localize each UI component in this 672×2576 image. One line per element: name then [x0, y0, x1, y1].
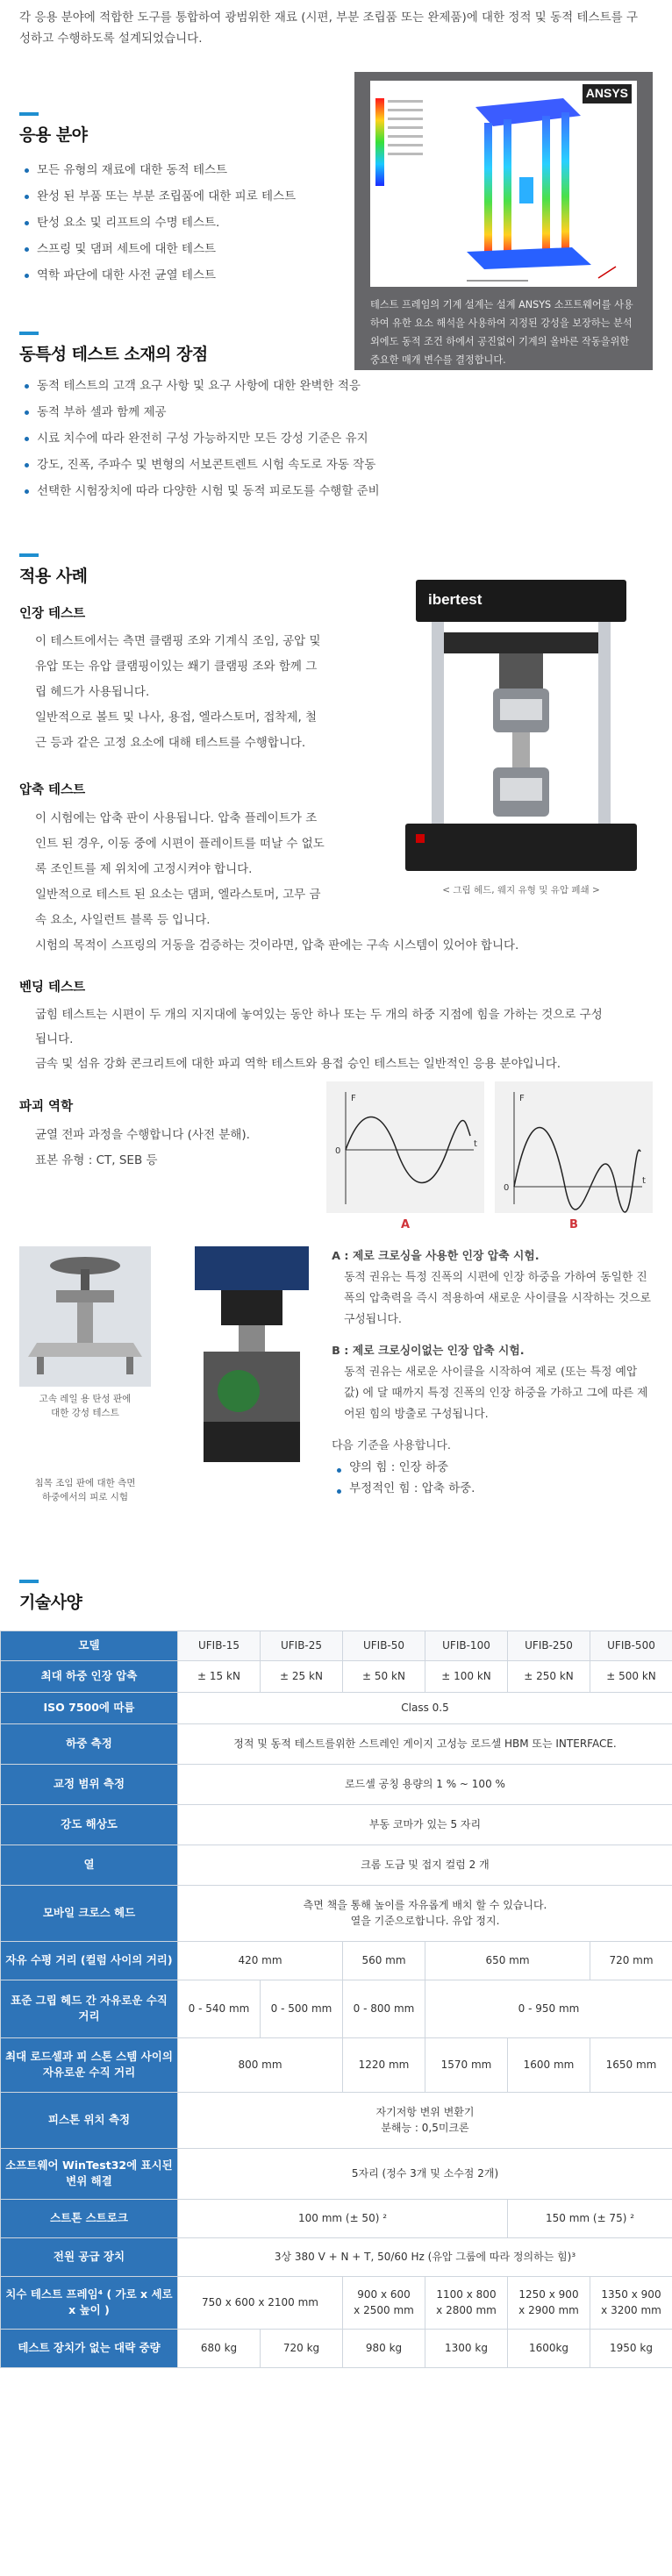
cases-left [19, 553, 379, 932]
table-row [1, 1941, 672, 1980]
list-item: 모든 유형의 재료에 대한 동적 테스트 [19, 157, 354, 183]
cases-heading [19, 553, 379, 589]
row-label: 소프트웨어 WinTest32에 표시된 변위 해결 [1, 2148, 178, 2199]
text-line: 900 x 600 [357, 2288, 411, 2301]
graph-b-sine [495, 1081, 653, 1213]
text-line: 속 요소, 사일런트 블록 등 입니다. [35, 912, 211, 927]
row-label: 테스트 장치가 없는 대략 중량 [1, 2329, 178, 2367]
ansys-render [370, 81, 637, 287]
text-line: 자기저항 변위 변환기 [375, 2106, 475, 2119]
table-cell: 0 - 500 mm [261, 1980, 343, 2037]
sleeper-render [186, 1246, 318, 1466]
load-mode-text [332, 1246, 653, 1545]
heading-accent-bar [19, 1580, 39, 1583]
specs-section [5, 1580, 661, 2367]
list-item: 탄성 요소 및 리프트의 수명 테스트. [19, 210, 354, 236]
table-row [1, 1804, 672, 1845]
table-cell: 560 mm [343, 1941, 425, 1980]
fracture-block [19, 1097, 250, 1234]
table-cell: 3상 380 V + N + T, 50/60 Hz (유압 그룹에 따라 정의하는 힘)³ [178, 2237, 672, 2276]
text-line: 이 테스트에서는 측면 클램핑 조와 기계식 조임, 공압 및 [35, 634, 321, 649]
table-row [1, 2237, 672, 2276]
list-item: 부정적인 힘 : 압축 하중. [332, 1478, 653, 1499]
model-cell: UFIB-15 [178, 1631, 261, 1660]
text-line: 인트 된 경우, 이동 중에 시편이 플레이트를 떠날 수 없도 [35, 836, 325, 851]
criteria-list [332, 1457, 653, 1499]
origin-label: 0 [335, 1146, 341, 1157]
ansys-logo: ANSYS [583, 84, 632, 103]
fracture-title: 파괴 역학 [19, 1100, 74, 1115]
table-cell: 1220 mm [343, 2037, 425, 2092]
table-cell: 680 kg [178, 2329, 261, 2367]
tensile-text [19, 629, 379, 756]
text-line: x 2900 mm [518, 2304, 579, 2317]
axis-f-label: F [351, 1094, 356, 1104]
application-heading [19, 112, 354, 148]
origin-label: 0 [504, 1183, 510, 1194]
heading-accent-bar [19, 112, 39, 116]
table-row [1, 1885, 672, 1941]
row-label: 열 [1, 1845, 178, 1885]
row-label: 자유 수평 거리 (컬럼 사이의 거리) [1, 1941, 178, 1980]
table-row [1, 2148, 672, 2199]
row-label: ISO 7500에 따름 [1, 1692, 178, 1723]
table-cell [178, 2092, 672, 2148]
list-item: 스프링 및 댐퍼 세트에 대한 테스트 [19, 236, 354, 262]
load-graphs [326, 1081, 653, 1234]
text-line: 열을 기준으로합니다. 유압 정지. [350, 1915, 500, 1928]
table-cell: 0 - 800 mm [343, 1980, 425, 2037]
fatigue-row [19, 1246, 653, 1545]
advantages-list [19, 373, 653, 504]
table-cell: ± 50 kN [343, 1660, 425, 1692]
cases-title: 적용 사례 [19, 567, 88, 587]
text-line: 이 시험에는 압축 판이 사용됩니다. 압축 플레이트가 조 [35, 810, 318, 825]
text-line: 일반적으로 테스트 된 요소는 댐퍼, 엘라스토머, 고무 금 [35, 887, 321, 902]
text-line: 측면 책을 통해 높이를 자유롭게 배치 할 수 있습니다. [303, 1899, 547, 1912]
table-row [1, 1764, 672, 1804]
application-title: 응용 분야 [19, 125, 88, 145]
tensile-block [19, 604, 379, 756]
text-line: 록 조인트를 제 위치에 고정시켜야 합니다. [35, 861, 253, 876]
model-cell: UFIB-25 [261, 1631, 343, 1660]
cases-row [19, 553, 653, 932]
machine-brand-logo: ibertest [428, 591, 483, 609]
table-cell: 1600kg [508, 2329, 590, 2367]
sleeper-caption: 침목 조임 판에 대한 측면 하중에서의 피로 시험 [34, 1478, 136, 1503]
text-line: 균열 전파 과정을 수행합니다 (사전 분해). [35, 1127, 250, 1142]
text-line: 1350 x 900 [601, 2288, 661, 2301]
table-cell: 0 - 950 mm [425, 1980, 672, 2037]
ansys-simulation-image [370, 81, 637, 287]
table-cell: Class 0.5 [178, 1692, 672, 1723]
list-item: 양의 힘 : 인장 하중 [332, 1457, 653, 1478]
model-header: 모델 [1, 1631, 178, 1660]
graph-b [495, 1081, 653, 1213]
table-cell [178, 1885, 672, 1941]
heading-accent-bar [19, 553, 39, 557]
list-item: 완성 된 부품 또는 부분 조립품에 대한 피로 테스트 [19, 183, 354, 210]
table-row [1, 2199, 672, 2237]
list-item: 동적 테스트의 고객 요구 사항 및 요구 사항에 대한 완벽한 적응 [19, 373, 653, 399]
bending-block [19, 978, 653, 1076]
list-item: 역학 파단에 대한 사전 균열 테스트 [19, 262, 354, 289]
model-cell: UFIB-100 [425, 1631, 508, 1660]
machine-figure [390, 571, 653, 932]
bending-title: 벤딩 테스트 [19, 980, 86, 995]
rail-caption: 고속 레일 용 탄성 판에 대한 강성 테스트 [39, 1394, 132, 1419]
table-cell: 부동 코마가 있는 5 자리 [178, 1804, 672, 1845]
mode-a-desc: 동적 권유는 특정 진폭의 시편에 인장 하중을 가하여 동일한 진폭의 압축력을 즉시 적용하여 새로운 사이클을 시작하는 것으로 구성됩니다. [344, 1271, 651, 1327]
bending-text [19, 1003, 653, 1076]
graph-b-label: B [569, 1218, 578, 1232]
text-line: 됩니다. [35, 1032, 74, 1047]
compression-full-line: 시험의 목적이 스프링의 거동을 검증하는 것이라면, 압축 판에는 구속 시스템이 있어야 합니다. [35, 938, 519, 953]
model-cell: UFIB-250 [508, 1631, 590, 1660]
table-row [1, 1980, 672, 2037]
table-cell: ± 100 kN [425, 1660, 508, 1692]
table-row [1, 2037, 672, 2092]
table-cell: 100 mm (± 50) ² [178, 2199, 508, 2237]
text-line: 근 등과 같은 고정 요소에 대해 테스트를 수행합니다. [35, 736, 306, 751]
sleeper-image [186, 1246, 318, 1466]
fracture-row [19, 1094, 653, 1234]
application-list [19, 157, 354, 289]
table-cell: ± 500 kN [590, 1660, 672, 1692]
compression-text [19, 806, 379, 933]
model-cell: UFIB-50 [343, 1631, 425, 1660]
row-label: 전원 공급 장치 [1, 2237, 178, 2276]
table-cell: 720 mm [590, 1941, 672, 1980]
text-line: 1250 x 900 [518, 2288, 579, 2301]
machine-caption: < 그립 헤드, 웨지 유형 및 유압 폐쇄 > [442, 885, 600, 896]
application-section [19, 72, 354, 370]
row-label: 표준 그립 헤드 간 자유로운 수직 거리 [1, 1980, 178, 2037]
table-row [1, 1631, 672, 1660]
table-cell: 1950 kg [590, 2329, 672, 2367]
list-item: 시료 치수에 따라 완전히 구성 가능하지만 모든 강성 기준은 유지 [19, 425, 653, 452]
model-cell: UFIB-500 [590, 1631, 672, 1660]
row-label: 피스톤 위치 측정 [1, 2092, 178, 2148]
table-cell: 650 mm [425, 1941, 590, 1980]
specs-heading [19, 1580, 653, 1616]
row-label: 치수 테스트 프레임⁴ ( 가로 x 세로 x 높이 ) [1, 2276, 178, 2329]
text-line: 표본 유형 : CT, SEB 등 [35, 1152, 158, 1167]
table-cell [425, 2276, 508, 2329]
table-cell: 420 mm [178, 1941, 343, 1980]
fracture-text [19, 1123, 250, 1174]
mode-b-title: B : 제로 크로싱이없는 인장 압축 시험. [332, 1345, 525, 1359]
ansys-caption: 테스트 프레임의 기계 설계는 설계 ANSYS 소프트웨어를 사용하여 유한 요소 해석을 사용하여 지정된 강성을 보장하는 분석 외에도 동적 조건 하에서 공진없이 기계의 올바른 작동을위한 중요한 매개 변수를 결정합니다. [370, 299, 633, 366]
table-cell: 로드셀 공칭 용량의 1 % ~ 100 % [178, 1764, 672, 1804]
table-cell: 1650 mm [590, 2037, 672, 2092]
table-row [1, 1660, 672, 1692]
table-cell: 정적 및 동적 테스트를위한 스트레인 게이지 고성능 로드셀 HBM 또는 INTERFACE. [178, 1723, 672, 1764]
table-cell [590, 2276, 672, 2329]
table-cell: 800 mm [178, 2037, 343, 2092]
table-row [1, 1723, 672, 1764]
text-line: 분해능 : 0,5미크론 [381, 2122, 469, 2135]
criteria-intro: 다음 기준을 사용합니다. [332, 1439, 451, 1453]
table-cell [508, 2276, 590, 2329]
axis-t-label: t [474, 1139, 477, 1150]
advantages-title: 동특성 테스트 소재의 장점 [19, 345, 208, 364]
application-row [19, 72, 653, 370]
table-row [1, 2276, 672, 2329]
axis-f-label: F [519, 1094, 525, 1104]
table-cell: 750 x 600 x 2100 mm [178, 2276, 343, 2329]
table-cell: 1600 mm [508, 2037, 590, 2092]
specs-title: 기술사양 [19, 1593, 82, 1613]
compression-title: 압축 테스트 [19, 783, 86, 798]
mode-a-title: A : 제로 크로싱을 사용한 인장 압축 시험. [332, 1250, 540, 1264]
intro-text: 각 응용 분야에 적합한 도구를 통합하여 광범위한 재료 (시편, 부분 조립품 또는 완제품)에 대한 정적 및 동적 테스트를 구성하고 수행하도록 설계되었습니다. [19, 11, 638, 46]
mode-b-desc: 동적 권유는 새로운 사이클을 시작하여 제로 (또는 특정 예압 값) 에 달 때까지 특정 진폭의 인장 하중을 가하고 그에 따른 제어된 힘의 방출로 구성됩니다. [344, 1366, 648, 1422]
rail-image [19, 1246, 151, 1387]
row-label: 최대 로드셀과 피 스톤 스템 사이의 자유로운 수직 거리 [1, 2037, 178, 2092]
ansys-box [354, 72, 653, 370]
test-machine-render [390, 571, 653, 878]
table-row [1, 2329, 672, 2367]
table-cell: 1300 kg [425, 2329, 508, 2367]
table-cell: ± 15 kN [178, 1660, 261, 1692]
table-cell: 150 mm (± 75) ² [508, 2199, 672, 2237]
table-row [1, 2092, 672, 2148]
graph-b-wrap [495, 1081, 653, 1234]
graph-a [326, 1081, 484, 1213]
table-cell: 크롬 도금 및 접지 컬럼 2 개 [178, 1845, 672, 1885]
text-line: 일반적으로 볼트 및 나사, 용접, 엘라스토머, 접착제, 철 [35, 710, 318, 725]
text-line: 1100 x 800 [436, 2288, 497, 2301]
text-line: 립 헤드가 사용됩니다. [35, 685, 150, 700]
list-item: 강도, 진폭, 주파수 및 변형의 서보콘트렌트 시험 속도로 자동 작동 [19, 452, 653, 478]
table-cell: ± 25 kN [261, 1660, 343, 1692]
text-line: x 3200 mm [601, 2304, 661, 2317]
table-cell: 5자리 (정수 3개 및 소수점 2개) [178, 2148, 672, 2199]
machine-image [390, 571, 653, 878]
table-cell: 1570 mm [425, 2037, 508, 2092]
spec-table [0, 1631, 672, 2368]
axis-t-label: t [642, 1176, 646, 1187]
compression-block [19, 781, 379, 932]
table-row [1, 1692, 672, 1723]
text-line: x 2800 mm [436, 2304, 497, 2317]
row-label: 교정 범위 측정 [1, 1764, 178, 1804]
table-cell [343, 2276, 425, 2329]
row-label: 강도 해상도 [1, 1804, 178, 1845]
table-cell: 980 kg [343, 2329, 425, 2367]
rail-render [19, 1246, 151, 1387]
graph-a-sine [326, 1081, 484, 1213]
table-cell: ± 250 kN [508, 1660, 590, 1692]
text-line: 금속 및 섬유 강화 콘크리트에 대한 파괴 역학 테스트와 용접 승인 테스트는 일반적인 응용 분야입니다. [35, 1057, 561, 1072]
graph-a-label: A [400, 1218, 411, 1232]
text-line: 굽힘 테스트는 시편이 두 개의 지지대에 놓여있는 동안 하나 또는 두 개의 하중 지점에 힘을 가하는 것으로 구성 [35, 1008, 603, 1023]
table-row [1, 1845, 672, 1885]
text-line: x 2500 mm [354, 2304, 414, 2317]
table-cell: 0 - 540 mm [178, 1980, 261, 2037]
fatigue-images [19, 1246, 332, 1545]
row-label: 최대 하중 인장 압축 [1, 1660, 178, 1692]
text-line: 유압 또는 유압 클램핑이있는 쐐기 클램핑 조와 함께 그 [35, 660, 318, 674]
list-item: 동적 부하 셀과 함께 제공 [19, 399, 653, 425]
graph-a-wrap [326, 1081, 484, 1234]
row-label: 하중 측정 [1, 1723, 178, 1764]
tensile-title: 인장 테스트 [19, 606, 86, 621]
list-item: 선택한 시험장치에 따라 다양한 시험 및 동적 피로도를 수행할 준비 [19, 478, 653, 504]
row-label: 모바일 크로스 헤드 [1, 1885, 178, 1941]
row-label: 스트톤 스트로크 [1, 2199, 178, 2237]
table-cell: 720 kg [261, 2329, 343, 2367]
